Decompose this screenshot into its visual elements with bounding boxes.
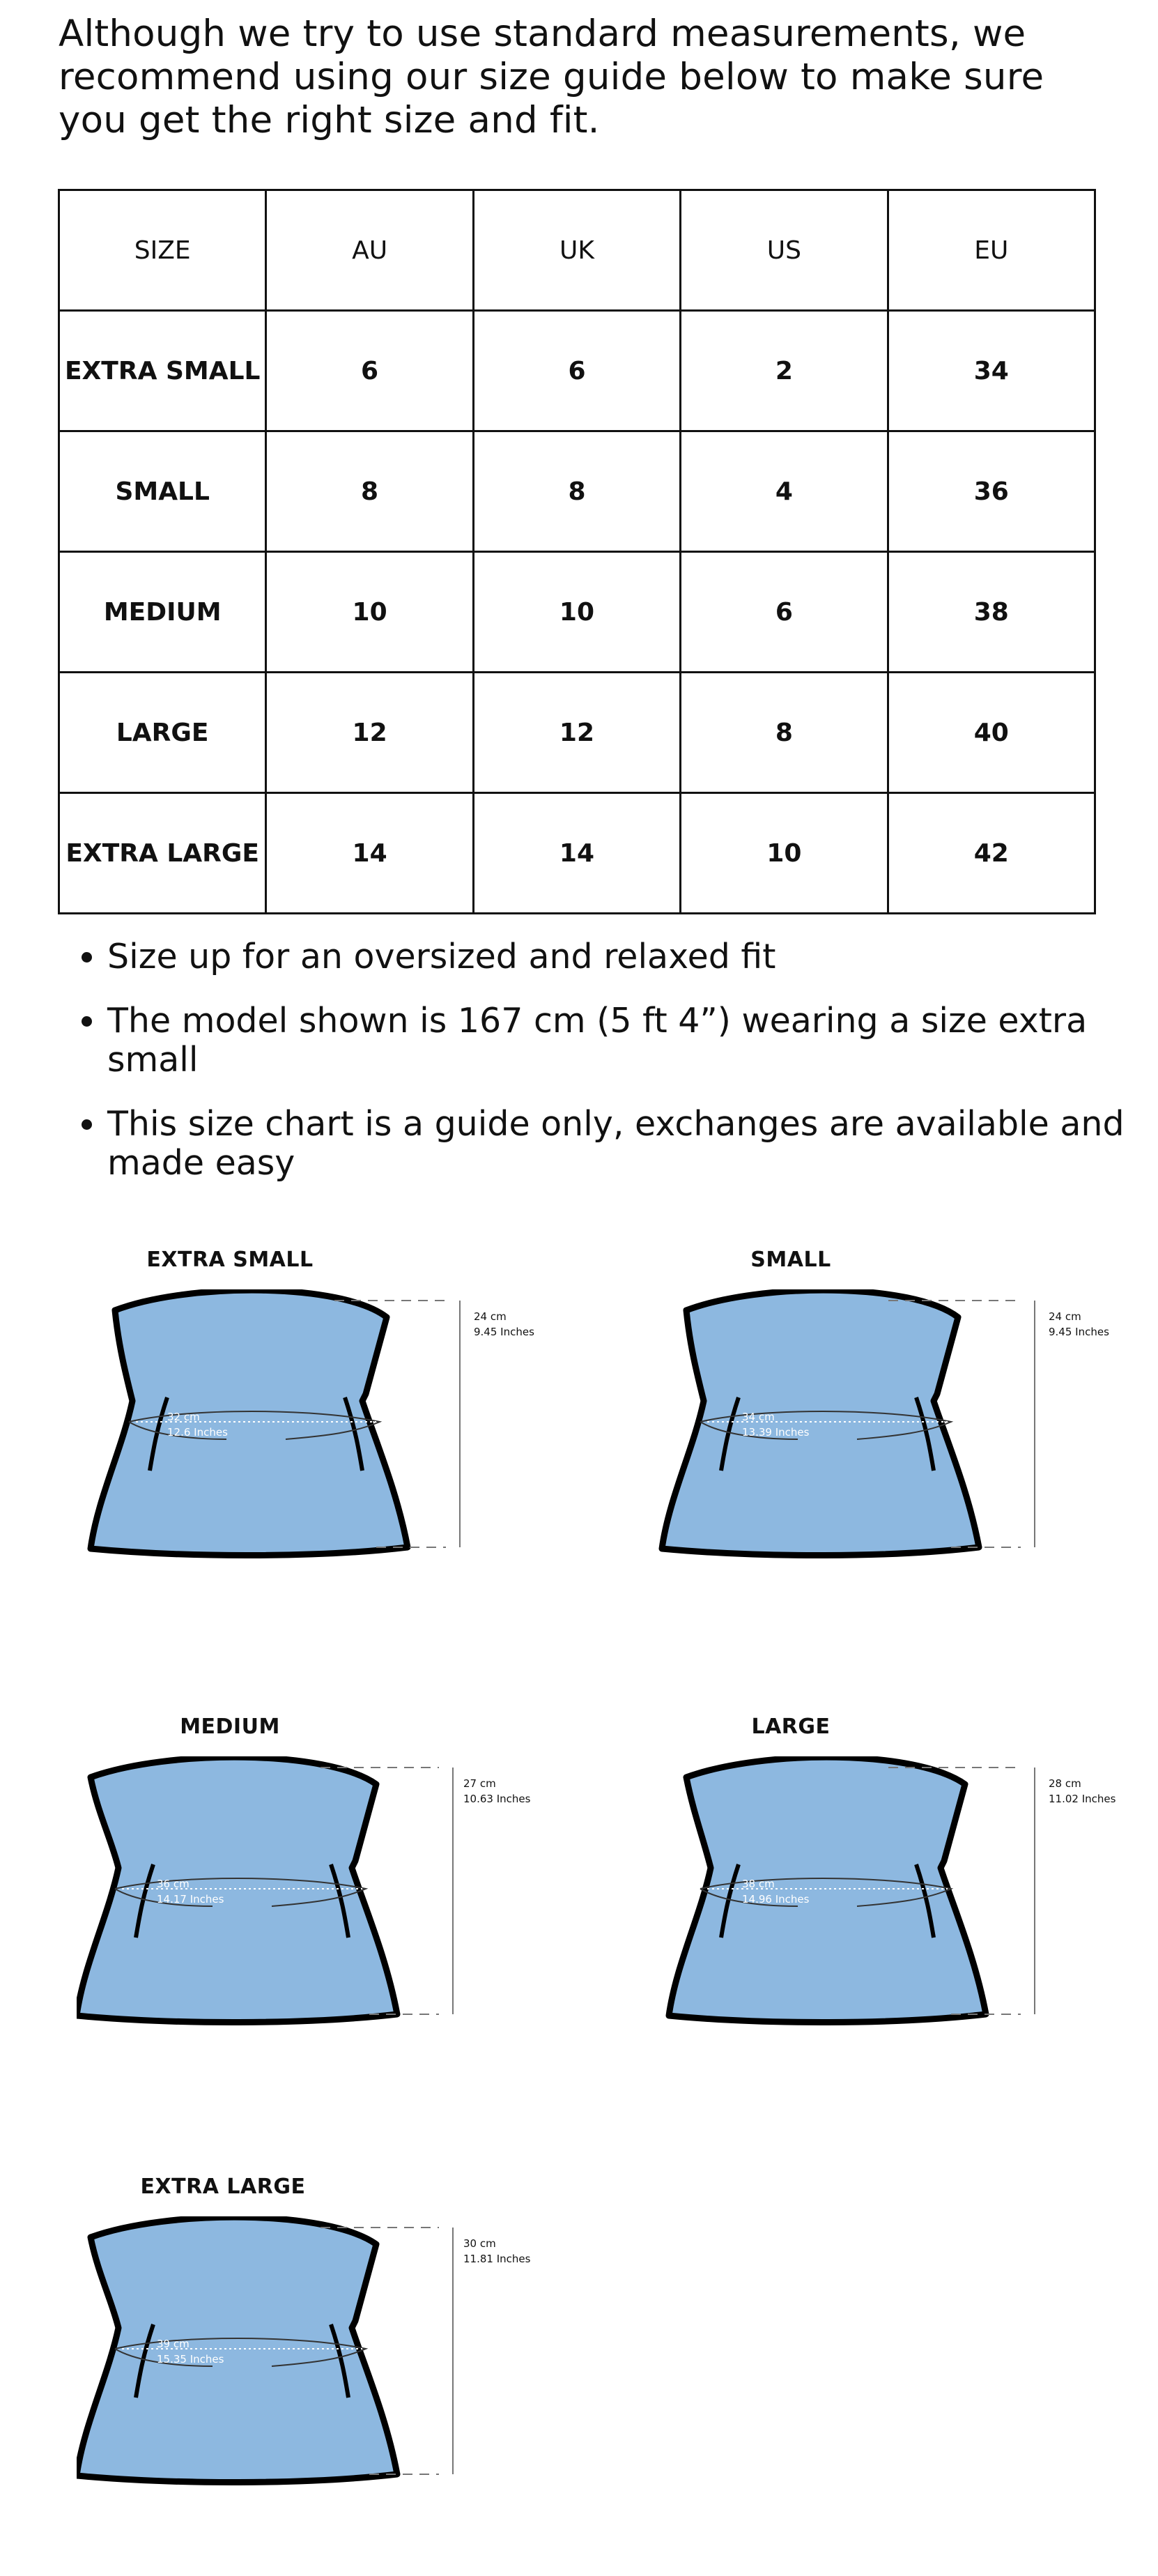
intro-text: Although we try to use standard measurements, we recommend using our size guide below to make sure you get the right size and fit.	[59, 13, 1044, 141]
table-cell: 40	[888, 673, 1095, 793]
length-inches: 11.02 Inches	[1049, 1793, 1116, 1805]
length-inches: 9.45 Inches	[474, 1326, 534, 1338]
garment-title: EXTRA LARGE	[140, 2175, 306, 2199]
length-inches: 9.45 Inches	[1049, 1326, 1109, 1338]
waist-cm: 39 cm	[157, 2338, 190, 2350]
table-cell: 8	[681, 673, 888, 793]
table-row	[59, 793, 1095, 914]
table-row	[59, 552, 1095, 673]
garment-title: LARGE	[751, 1715, 831, 1739]
garment-diagram-small	[658, 1248, 1158, 1638]
header-cell: EU	[888, 190, 1095, 311]
garment-title: EXTRA SMALL	[146, 1248, 314, 1272]
size-cell: SMALL	[59, 431, 266, 552]
header-cell: US	[681, 190, 888, 311]
table-cell: 42	[888, 793, 1095, 914]
garment-diagram-large	[658, 1715, 1158, 2105]
length-cm: 24 cm	[1049, 1310, 1081, 1323]
note-item: • This size chart is a guide only, exchanges are available and made easy	[107, 1105, 1158, 1183]
waist-inches: 15.35 Inches	[157, 2353, 224, 2366]
table-cell: 6	[266, 311, 473, 431]
size-notes-list	[72, 937, 1158, 1208]
waist-cm: 34 cm	[742, 1411, 775, 1423]
table-cell: 10	[681, 793, 888, 914]
table-cell: 2	[681, 311, 888, 431]
waist-cm: 32 cm	[167, 1411, 200, 1423]
length-cm: 28 cm	[1049, 1777, 1081, 1790]
garment-title: SMALL	[750, 1248, 831, 1272]
waist-cm: 38 cm	[742, 1878, 775, 1890]
waist-inches: 14.17 Inches	[157, 1893, 224, 1906]
garment-diagram-extra-large	[77, 2175, 592, 2565]
length-inches: 10.63 Inches	[463, 1793, 531, 1805]
size-cell: EXTRA SMALL	[59, 311, 266, 431]
size-cell: LARGE	[59, 673, 266, 793]
waist-inches: 14.96 Inches	[742, 1893, 810, 1906]
header-cell: AU	[266, 190, 473, 311]
table-cell: 4	[681, 431, 888, 552]
waist-cm: 36 cm	[157, 1878, 190, 1890]
table-row	[59, 311, 1095, 431]
size-table	[58, 189, 1096, 914]
header-cell: SIZE	[59, 190, 266, 311]
table-cell: 36	[888, 431, 1095, 552]
waist-inches: 12.6 Inches	[167, 1426, 228, 1439]
table-cell: 14	[266, 793, 473, 914]
table-cell: 8	[473, 431, 680, 552]
table-cell: 6	[681, 552, 888, 673]
table-cell: 10	[473, 552, 680, 673]
table-cell: 8	[266, 431, 473, 552]
garment-diagram-extra-small	[84, 1248, 599, 1638]
length-cm: 27 cm	[463, 1777, 496, 1790]
table-cell: 38	[888, 552, 1095, 673]
garment-title: MEDIUM	[180, 1715, 280, 1739]
length-inches: 11.81 Inches	[463, 2253, 531, 2265]
table-row	[59, 673, 1095, 793]
table-cell: 34	[888, 311, 1095, 431]
header-cell: UK	[473, 190, 680, 311]
note-item: • Size up for an oversized and relaxed fit	[107, 937, 1158, 976]
length-cm: 30 cm	[463, 2237, 496, 2250]
table-cell: 12	[266, 673, 473, 793]
table-header-row	[59, 190, 1095, 311]
table-cell: 10	[266, 552, 473, 673]
size-cell: EXTRA LARGE	[59, 793, 266, 914]
waist-inches: 13.39 Inches	[742, 1426, 810, 1439]
length-cm: 24 cm	[474, 1310, 507, 1323]
size-cell: MEDIUM	[59, 552, 266, 673]
table-cell: 6	[473, 311, 680, 431]
garment-diagram-medium	[77, 1715, 592, 2105]
table-row	[59, 431, 1095, 552]
table-cell: 14	[473, 793, 680, 914]
table-cell: 12	[473, 673, 680, 793]
note-item: • The model shown is 167 cm (5 ft 4”) wearing a size extra small	[107, 1002, 1158, 1080]
